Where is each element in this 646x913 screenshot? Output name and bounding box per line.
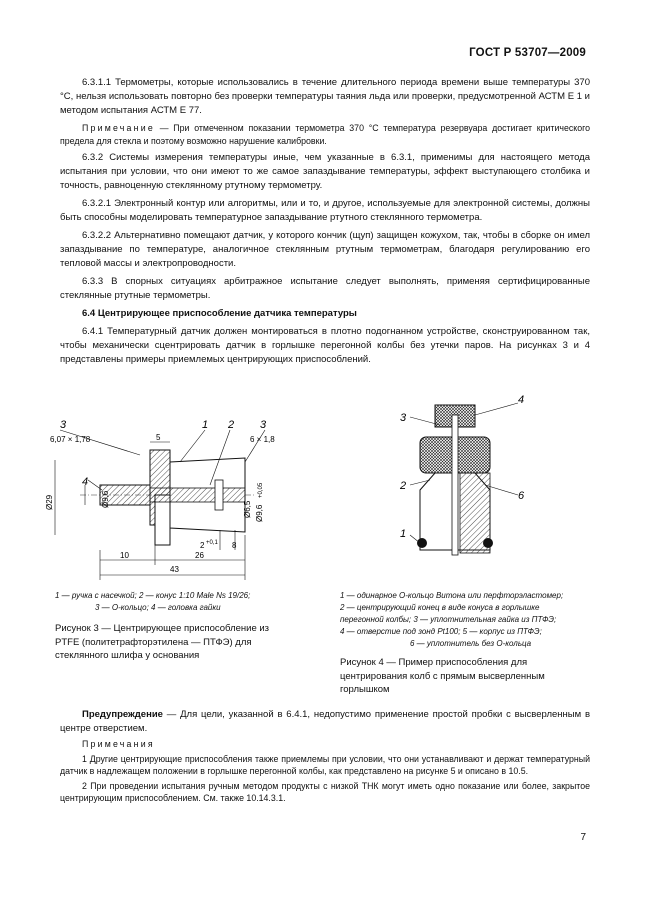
- main-text: [60, 76, 590, 371]
- notes-item-1: 1 Другие центрирующие приспособления также приемлемы при условии, что они устанавливают и держат температурный датчик в надлежащем положении в горлышке перегонной колбы, как представлено на рисунке 5 и описано в 10.5.: [60, 753, 590, 776]
- fig4-label-4: 4: [518, 394, 525, 406]
- note-1: [60, 122, 590, 147]
- fig3-legend: [55, 590, 285, 614]
- fig3-dim-26: 26: [195, 551, 204, 560]
- fig3-dim-5: 5: [156, 433, 161, 442]
- fig3-label-3b: 3: [260, 419, 267, 431]
- fig4-legend-line-5: 6 — уплотнитель без О-кольца: [410, 639, 532, 648]
- fig3-dim-10: 10: [120, 551, 129, 560]
- fig4-legend-line-1: 1 — одинарное О-кольцо Витона или перфторэластомер;: [340, 591, 564, 600]
- paragraph-6-3-3: 6.3.3 В спорных ситуациях арбитражное испытание следует выполнять, применяя сертифицированные стеклянные ртутные термометры.: [60, 276, 590, 301]
- warning-text: — Для цели, указанной в 6.4.1, недопустимо применение простой пробки с высверленным в центре отверстием.: [60, 709, 590, 734]
- fig3-dim-d96tol: Ø9,6: [255, 504, 264, 522]
- paragraph-6-3-2-2: 6.3.2.2 Альтернативно помещают датчик, у которого кончик (щуп) защищен кожухом, так, чтобы в сборке он имел запаздывание по температуре, аналогичное стеклянным ртутным термометрам, благодаря регулированию его тепловой массы и электропроводности.: [60, 230, 590, 269]
- fig3-dim-thread-left: 6,07 × 1,78: [50, 435, 91, 444]
- paragraph-6-3-1-1: 6.3.1.1 Термометры, которые использовались в течение длительного периода времени выше температуры 370 °С, нельзя использовать повторно без проверки температуры таяния льда или проверки, предусмотренной АСТМ Е 1 и методом испытания АСТМ Е 77.: [60, 77, 590, 116]
- fig3-dim-d96tol-sup: +0,05: [258, 482, 264, 498]
- figures-area: [0, 380, 646, 700]
- fig3-dim-d29: Ø29: [45, 494, 54, 510]
- figure-4-drawing: [390, 385, 540, 565]
- warning-paragraph: [60, 708, 590, 736]
- section-heading-6-4: 6.4 Центрирующее приспособление датчика температуры: [82, 308, 357, 319]
- fig3-dim-2-sup: +0,1: [206, 540, 218, 546]
- warning-label: Предупреждение: [82, 709, 163, 720]
- fig4-label-2: 2: [400, 480, 407, 492]
- fig3-dim-8: 8: [232, 541, 237, 550]
- document-header: ГОСТ Р 53707—2009: [469, 47, 586, 59]
- fig4-legend-line-3: перегонной колбы; 3 — уплотнительная гайка из ПТФЭ;: [340, 615, 557, 624]
- fig3-title: Рисунок 3 — Центрирующее приспособление из PTFE (политетрафторэтилена — ПТФЭ) для стеклянного шлифа у основания: [55, 623, 270, 661]
- fig3-dim-2: 2: [200, 541, 205, 550]
- fig3-label-4: 4: [82, 476, 89, 488]
- fig3-label-1: 1: [202, 419, 209, 431]
- page-number: 7: [580, 832, 586, 843]
- fig4-legend-line-4: 4 — отверстие под зонд Pt100; 5 — корпус из ПТФЭ;: [340, 627, 542, 636]
- fig3-dim-thread-right: 6 × 1,8: [250, 435, 275, 444]
- warning-block: [60, 708, 590, 807]
- fig4-label-1: 1: [400, 528, 407, 540]
- note-text: — При отмеченном показании термометра 370 °С температура резервуара достигает критического предела для стекла и поэтому возможно нарушение калибровки.: [60, 123, 590, 146]
- fig3-legend-line-1: 1 — ручка с насечкой; 2 — конус 1:10 Male Ns 19/26;: [55, 591, 251, 600]
- fig3-dim-d65: Ø6,5: [243, 500, 252, 518]
- figure-3-drawing: [40, 400, 300, 580]
- notes-item-2: 2 При проведении испытания ручным методом продукты с низкой ТНК могут иметь одно показание или более, закрытое центрирующим приспособлением. См. также 10.14.3.1.: [60, 780, 590, 803]
- fig4-label-6: 6: [518, 490, 525, 502]
- notes-label: Примечания: [82, 739, 155, 749]
- fig3-dim-43: 43: [170, 565, 179, 574]
- fig4-title: Рисунок 4 — Пример приспособления для центрирования колб с прямым высверленным горлышком: [340, 657, 545, 695]
- paragraph-6-3-2-1: 6.3.2.1 Электронный контур или алгоритмы, или и то, и другое, используемые для электронной системы, должны быть способны моделировать температурное запаздывание ртутного стеклянного термометра.: [60, 198, 590, 223]
- fig3-label-3a: 3: [60, 419, 67, 431]
- paragraph-6-3-2: 6.3.2 Системы измерения температуры иные, чем указанные в 6.3.1, применимы для настоящего метода испытания при условии, что они имеют то же самое запаздывание температуры, эффект выступающего столбика и точность, равноценную стеклянному ртутному термометру.: [60, 152, 590, 191]
- note-label: Примечание: [82, 123, 155, 133]
- fig3-label-2: 2: [228, 419, 235, 431]
- fig4-legend-line-2: 2 — центрирующий конец в виде конуса в горлышке: [340, 603, 540, 612]
- paragraph-6-4-1: 6.4.1 Температурный датчик должен монтироваться в плотно подогнанном устройстве, сконструированном так, чтобы механически сцентрировать датчик в горлышке перегонной колбы без утечки паров. На рисунках 3 и 4 представлены примеры приемлемых центрирующих приспособлений.: [60, 326, 590, 365]
- fig3-legend-line-2: 3 — О-кольцо; 4 — головка гайки: [95, 603, 221, 612]
- fig3-dim-d96: Ø9,6: [101, 490, 110, 508]
- fig4-label-3: 3: [400, 412, 407, 424]
- fig4-legend: [340, 590, 590, 650]
